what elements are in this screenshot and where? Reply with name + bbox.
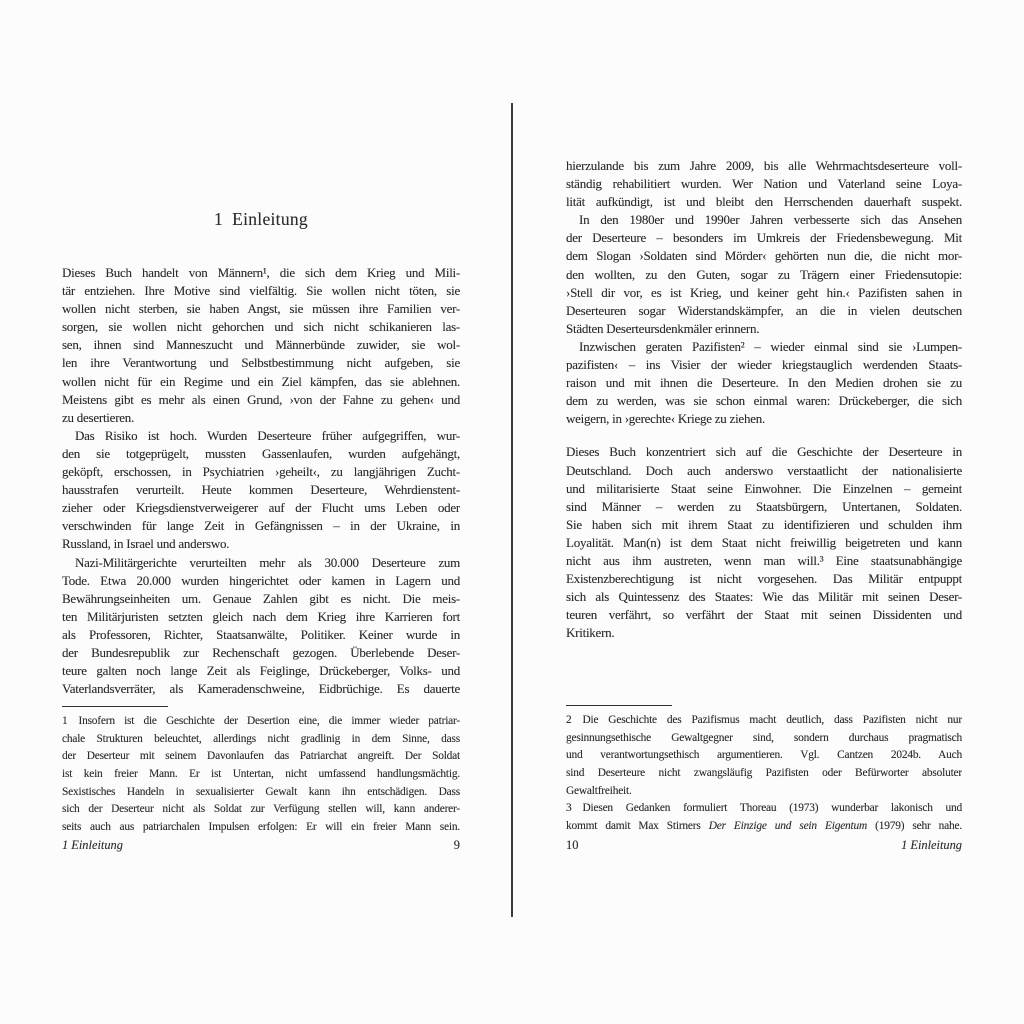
left-page [62,0,460,1024]
text-line: Dieses Buch handelt von Männern¹, die sich dem Krieg und Mili- [62,265,460,280]
text-line: Deserteuren sogar Widerstandskämpfer, an die in vielen deutschen [566,302,962,318]
text-line: Städten Deserteursdenkmäler erinnern. [566,320,760,336]
right-page-footnotes [566,712,962,836]
text-line: gesinnungsethische Gewaltgegner sind, sondern durchaus pragmatisch [566,731,962,744]
chapter-heading [62,209,460,230]
right-page-footer [566,838,962,853]
text-line: Gewaltfreiheit. [566,784,632,797]
footnote-rule [62,706,168,707]
left-page-body [62,264,460,698]
text-line: Tode. Etwa 20.000 wurden hingerichtet oder kamen in Lagern und [62,572,460,588]
text-line: Bewährungseinheiten um. Genaue Zahlen gibt es nicht. Die meis- [62,590,460,606]
text-line: ›Stell dir vor, es ist Krieg, und keiner geht hin.‹ Pazifisten sahen in [566,284,962,300]
text-line: Deutschland. Doch auch anderswo verstaatlicht der nationalisierte [566,462,962,478]
right-page [566,0,962,1024]
text-line: Inzwischen geraten Pazifisten² – wieder einmal sind sie ›Lumpen- [579,338,962,354]
left-page-footnotes [62,713,460,837]
page-divider [511,103,513,917]
text-line: Das Risiko ist hoch. Wurden Deserteure früher aufgegriffen, wur- [75,427,460,443]
text-line: Dieses Buch konzentriert sich auf die Geschichte der Deserteure in [566,444,962,460]
text-line: Loyalität. Man(n) ist dem Staat nicht freiwillig beigetreten und kann [566,534,962,550]
text-line: chale Strukturen beleuchtet, allerdings nicht gradlinig in dem Sinne, dass [62,732,460,745]
text-line: lität aufkündigt, ist und bleibt den Herrschenden dauerhaft suspekt. [566,194,962,210]
text-line: 1 Insofern ist die Geschichte der Desertion eine, die immer wieder patriar- [62,715,460,727]
text-line: der Deserteure – besonders im Umkreis der Friedensbewegung. Mit [566,230,962,246]
text-line: ist kein freier Mann. Er ist Untertan, nicht umfassend handlungsmächtig. [62,768,460,781]
text-line: der Deserteur mit seinem Davonlaufen das Patriarchat angreift. Der Soldat [62,750,460,763]
text-line: dem Slogan ›Soldaten sind Mörder‹ gehörten nun die, die nicht mor- [566,248,962,264]
text-segment: kommt damit Max Stirners [566,820,709,833]
text-line: zu desertieren. [62,409,135,425]
text-line: Sexistisches Handeln in sexualisierter Gewalt kann ihn entschädigen. Dass [62,785,460,798]
italic-text: Der Einzige und sein Eigentum [708,820,868,833]
text-line: als Professoren, Richter, Staatsanwälte, Politiker. Keiner wurde in [62,626,460,642]
text-line: hausstrafen verurteilt. Heute kommen Deserteure, Wehrdienstent- [62,482,460,498]
text-line: verschwinden für lange Zeit in Gefängnissen – in der Ukraine, in [62,518,460,534]
text-line: wollen nicht für ein Regime und ein Ziel kämpfen, das sie ablehnen. [62,373,460,389]
text-line: den sie totgeprügelt, mussten Gassenlaufen, wurden aufgehängt, [62,445,460,461]
text-line: pazifisten‹ – ins Visier der wieder kriegstauglich werdenden Staats- [566,357,962,373]
running-title: 1 Einleitung [901,838,962,852]
text-line: Vaterlandsverräter, als Kameradenschweine, Eidbrüchige. Es dauerte [62,681,460,697]
text-line: weigern, in ›gerechte‹ Kriege zu ziehen. [566,411,765,427]
text-line: Existenzberechtigung ist nicht vorgesehen. Das Militär entpuppt [566,571,962,587]
text-line: zieher oder Kriegsdienstverweigerer auf der Flucht ums Leben oder [62,500,460,516]
text-line: den wollten, zu den Guten, sogar zu Trägern einer Friedensutopie: [566,266,962,282]
text-line: dem zu werden, was sie schon einmal waren: Drückeberger, die sich [566,393,962,409]
text-segment: (1979) sehr nahe. [867,820,962,833]
text-line: hierzulande bis zum Jahre 2009, bis alle Wehrmachtsdeserteure voll- [566,158,962,173]
text-line: Sie haben sich mit ihrem Staat zu identifizieren und schulden ihm [566,516,962,532]
text-line: seits auch aus patriarchalen Impulsen erfolgen: Er will ein freier Mann sein. [62,821,460,834]
text-line: Nazi-Militärgerichte verurteilten mehr als 30.000 Deserteure zum [75,554,460,570]
text-line: teure galten noch lange Zeit als Feiglinge, Drückeberger, Volks- und [62,663,460,679]
text-line: wollen nicht sterben, sie haben Angst, sie müssen ihre Familien ver- [62,301,460,317]
left-page-footer [62,838,460,853]
running-title: 1 Einleitung [62,838,123,852]
text-line: sich der Deserteur nicht als Soldat zur Verfügung stellen will, kann anderer- [62,803,460,816]
text-line: Meistens gibt es mehr als einen Grund, ›von der Fahne zu gehen‹ und [62,391,460,407]
text-line: len ihre Verantwortung und Selbstbestimmung nicht aufgeben, sie [62,355,460,371]
chapter-title: Einleitung [232,209,308,229]
text-line: sorgen, sie wollen nicht gehorchen und sich nicht schikanieren las- [62,319,460,335]
page-number: 9 [453,838,460,852]
text-line [566,818,962,836]
text-line: 2 Die Geschichte des Pazifismus macht deutlich, dass Pazifisten nicht nur [566,714,962,726]
page-number: 10 [566,838,579,852]
text-line: der Bundesrepublik zur Rechenschaft gezogen. Überlebende Deser- [62,644,460,660]
text-line: sind Deserteure nicht zwangsläufig Pazifisten oder Befürworter absoluter [566,767,962,780]
chapter-number: 1 [214,209,224,229]
text-line: sen, ihnen sind Manneszucht und Männerbünde zuwider, sie wol- [62,337,460,353]
text-line: 3 Diesen Gedanken formuliert Thoreau (1973) wunderbar lakonisch und [566,802,962,815]
text-line: sich als Quintessenz des Staates: Wie das Militär mit seinen Deser- [566,589,962,605]
right-page-body [566,157,962,642]
text-line: Russland, in Israel und anderswo. [62,536,230,552]
text-line: teuren verfährt, so verfährt der Staat mit seinen Dissidenten und [566,607,962,623]
text-line: ständig rehabilitiert wurden. Wer Nation und Vaterland seine Loya- [566,176,962,192]
text-line: tär entziehen. Ihre Motive sind vielfältig. Sie wollen nicht töten, sie [62,283,460,299]
text-line: nicht aus ihm austreten, wenn man will.³ Eine staatsunabhängige [566,552,962,568]
text-line: geköpft, erschossen, in Psychiatrien ›geheilt‹, zu langjährigen Zucht- [62,464,460,480]
text-line: raison und mit ihnen die Deserteure. In den Medien drohen sie zu [566,375,962,391]
footnote-rule [566,705,672,706]
text-line: und verantwortungsethisch argumentieren. Vgl. Cantzen 2024b. Auch [566,749,962,762]
text-line: In den 1980er und 1990er Jahren verbesserte sich das Ansehen [579,212,962,228]
text-line: sind Männer – werden zu Staatsbürgern, Untertanen, Soldaten. [566,498,962,514]
text-line: und militarisierte Staat seine Einwohner. Die Einzelnen – gemeint [566,480,962,496]
text-line: Kritikern. [566,625,615,641]
text-line: ten Militärjuristen setzten gleich nach dem Krieg ihre Karrieren fort [62,608,460,624]
